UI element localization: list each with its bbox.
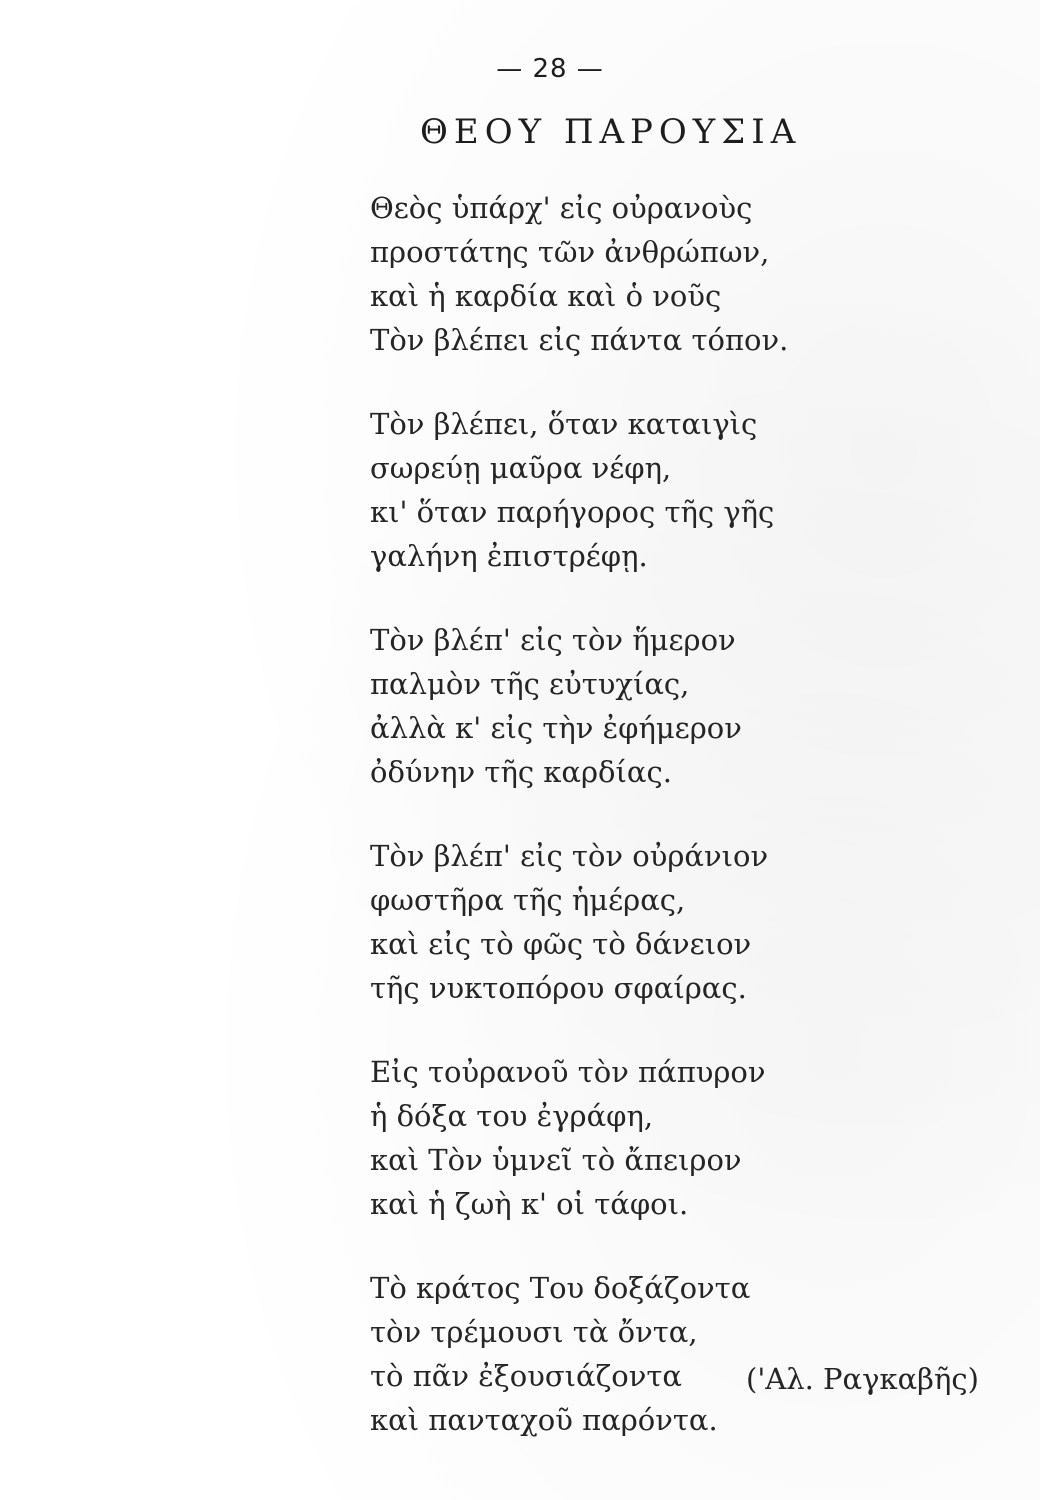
poem-line: Τὸν βλέπ' εἰς τὸν ἥμερον <box>370 623 736 657</box>
stanza <box>370 402 1010 578</box>
poem-line: φωστῆρα τῆς ἡμέρας, <box>370 883 686 917</box>
poem-line: Τὸν βλέπει, ὅταν καταιγὶς <box>370 407 758 441</box>
poem-line: καὶ ἡ ζωὴ κ' οἱ τάφοι. <box>370 1187 689 1221</box>
poem-line: καὶ πανταχοῦ παρόντα. <box>370 1403 718 1437</box>
poem-line: τὸ πᾶν ἐξουσιάζοντα <box>370 1359 683 1393</box>
poem-body <box>370 186 1010 1482</box>
stanza <box>370 1050 1010 1226</box>
poem-line: παλμὸν τῆς εὐτυχίας, <box>370 667 690 701</box>
poem-line: προστάτης τῶν ἀνθρώπων, <box>370 235 770 269</box>
poem-line: Τὸ κράτος Του δοξάζοντα <box>370 1271 751 1305</box>
poem-line: καὶ Τὸν ὑμνεῖ τὸ ἄπειρον <box>370 1143 742 1177</box>
stanza <box>370 186 1010 362</box>
poem-line: καὶ εἰς τὸ φῶς τὸ δάνειον <box>370 927 752 961</box>
poem-line: ἀλλὰ κ' εἰς τὴν ἐφήμερον <box>370 711 742 745</box>
poem-line: κι' ὅταν παρήγορος τῆς γῆς <box>370 495 775 529</box>
poem-line: γαλήνη ἐπιστρέφῃ. <box>370 539 648 573</box>
poem-line: Τὸν βλέπει εἰς πάντα τόπον. <box>370 323 789 357</box>
poem-line: σωρεύῃ μαῦρα νέφη, <box>370 451 672 485</box>
stanza <box>370 1266 1010 1442</box>
poem-line: καὶ ἡ καρδία καὶ ὁ νοῦς <box>370 279 722 313</box>
poem-line: Τὸν βλέπ' εἰς τὸν οὐράνιον <box>370 839 769 873</box>
poem-line: Θεὸς ὑπάρχ' εἰς οὐρανοὺς <box>370 191 753 225</box>
poem-line: ὀδύνην τῆς καρδίας. <box>370 755 672 789</box>
stanza <box>370 834 1010 1010</box>
page-number: — 28 — <box>496 54 604 84</box>
poem-title: ΘΕΟΥ ΠΑΡΟΥΣΙΑ <box>420 112 802 152</box>
poem-line: τὸν τρέμουσι τὰ ὄντα, <box>370 1315 698 1349</box>
poem-line: τῆς νυκτοπόρου σφαίρας. <box>370 971 747 1005</box>
poem-line: ἡ δόξα του ἐγράφη, <box>370 1099 654 1133</box>
poem-attribution: ('Αλ. Ραγκαβῆς) <box>746 1362 979 1396</box>
stanza <box>370 618 1010 794</box>
poem-line: Εἰς τοὐρανοῦ τὸν πάπυρον <box>370 1055 766 1089</box>
